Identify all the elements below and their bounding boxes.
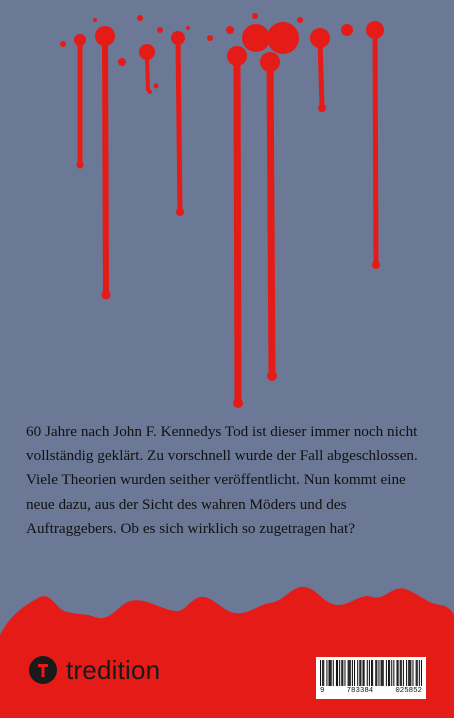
publisher-name: tredition — [66, 654, 161, 685]
barcode-digits-prefix: 9 — [320, 687, 325, 695]
isbn-barcode — [316, 657, 426, 699]
back-cover-blurb: 60 Jahre nach John F. Kennedys Tod ist dieser immer noch nicht vollständig geklärt. Zu vorschnell wurde der Fall abgeschlossen. Viele Theorien wurden seither veröffentlicht. Nun kommt eine neue dazu, aus der Sicht des wahren Möders und des Auftraggebers. Ob es sich wirklich so zugetragen hat? — [26, 423, 418, 537]
barcode-digits-left: 783384 — [346, 687, 374, 695]
barcode-digits-right: 025852 — [395, 687, 422, 695]
publisher-logo — [28, 652, 160, 688]
tredition-logo-icon — [28, 655, 58, 685]
